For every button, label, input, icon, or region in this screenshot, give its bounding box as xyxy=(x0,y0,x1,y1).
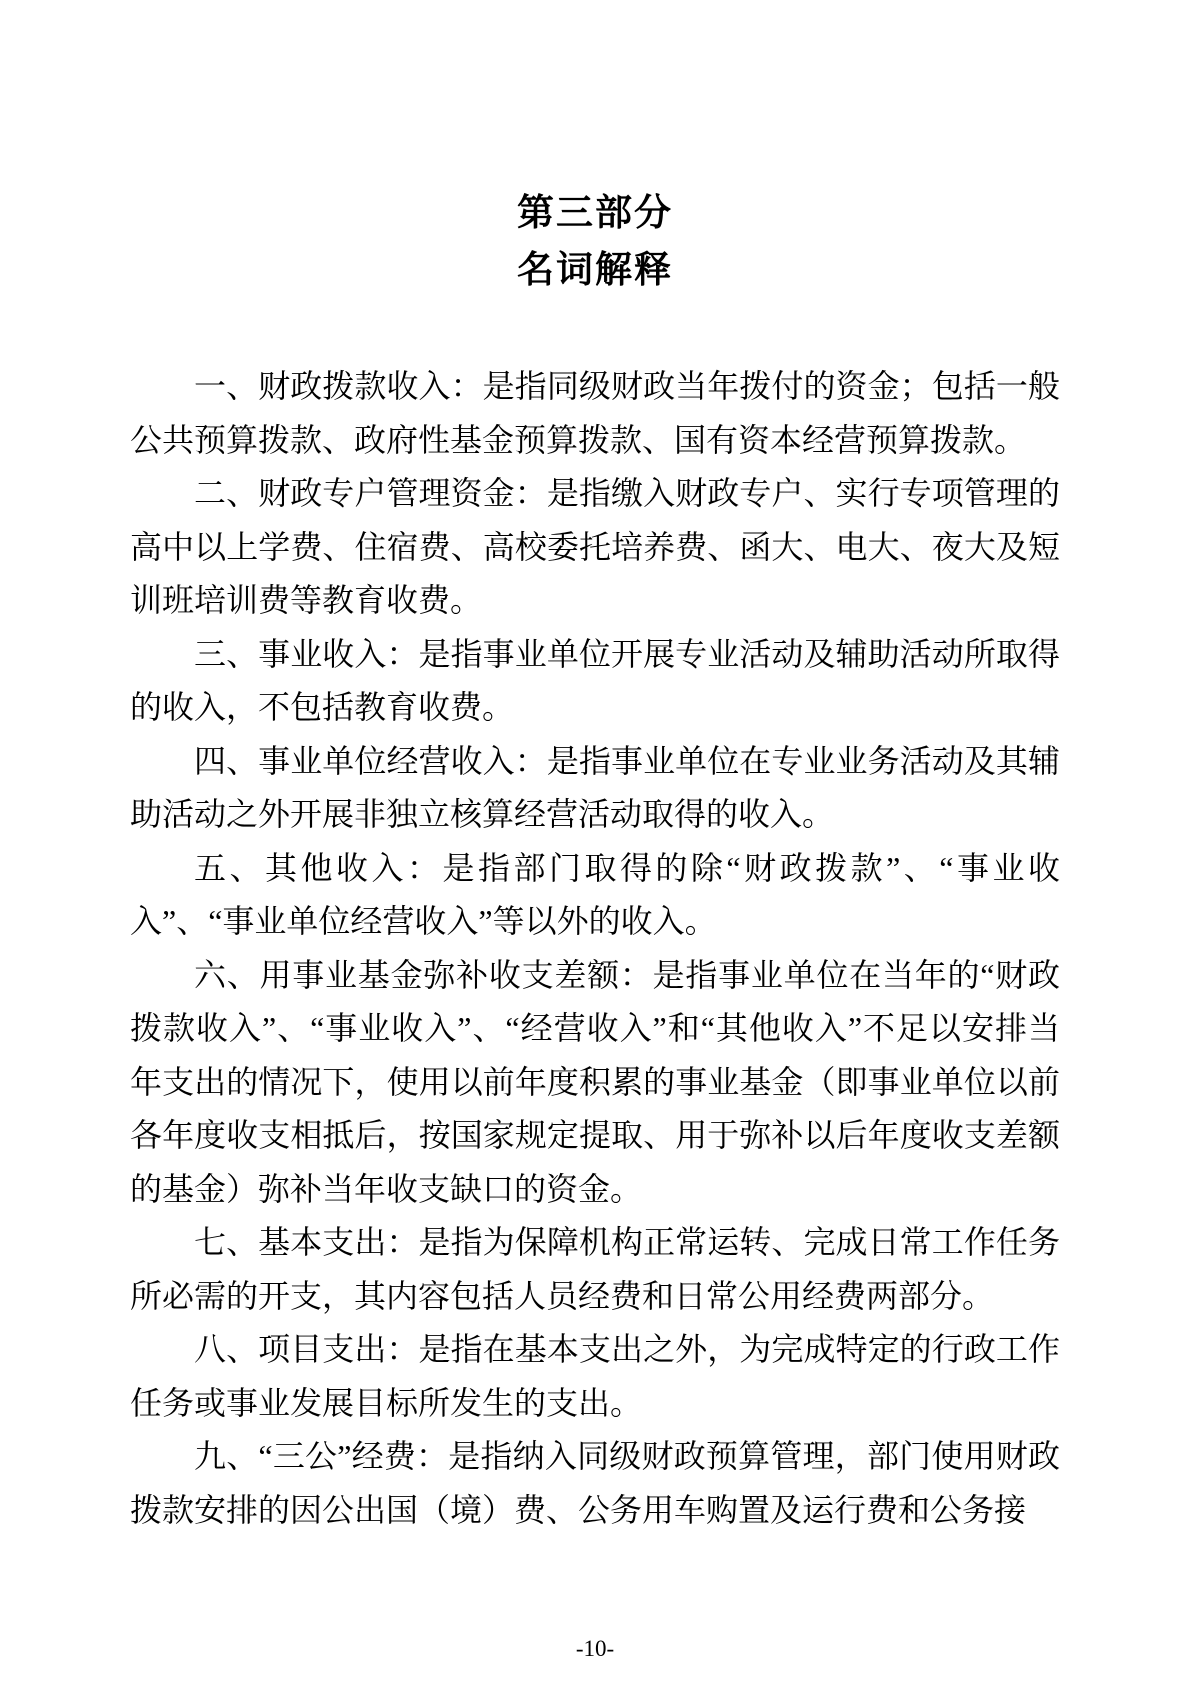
definition-paragraph-8: 八、项目支出：是指在基本支出之外，为完成特定的行政工作任务或事业发展目标所发生的支出。 xyxy=(130,1331,1060,1421)
document-header xyxy=(0,0,1190,288)
definition-paragraph-1: 一、财政拨款收入：是指同级财政当年拨付的资金；包括一般公共预算拨款、政府性基金预算拨款、国有资本经营预算拨款。 xyxy=(130,368,1060,458)
definition-paragraph-9: 九、“三公”经费：是指纳入同级财政预算管理，部门使用财政拨款安排的因公出国（境）费、公务用车购置及运行费和公务接 xyxy=(130,1438,1060,1528)
definition-paragraph-7: 七、基本支出：是指为保障机构正常运转、完成日常工作任务所必需的开支，其内容包括人员经费和日常公用经费两部分。 xyxy=(130,1224,1060,1314)
definition-paragraph-3: 三、事业收入：是指事业单位开展专业活动及辅助活动所取得的收入，不包括教育收费。 xyxy=(130,635,1060,725)
definitions-body xyxy=(130,360,1060,1537)
definition-paragraph-4: 四、事业单位经营收入：是指事业单位在专业业务活动及其辅助活动之外开展非独立核算经营活动取得的收入。 xyxy=(130,742,1060,832)
page-footer xyxy=(0,1636,1190,1662)
definition-paragraph-2: 二、财政专户管理资金：是指缴入财政专户、实行专项管理的高中以上学费、住宿费、高校委托培养费、函大、电大、夜大及短训班培训费等教育收费。 xyxy=(130,475,1060,618)
page-number: -10- xyxy=(575,1636,615,1661)
definition-paragraph-5: 五、其他收入：是指部门取得的除“财政拨款”、“事业收入”、“事业单位经营收入”等以外的收入。 xyxy=(130,849,1060,939)
section-title: 名词解释 xyxy=(517,249,673,290)
definition-paragraph-6: 六、用事业基金弥补收支差额：是指事业单位在当年的“财政拨款收入”、“事业收入”、“经营收入”和“其他收入”不足以安排当年支出的情况下，使用以前年度积累的事业基金（即事业单位以前各年度收支相抵后，按国家规定提取、用于弥补以后年度收支差额的基金）弥补当年收支缺口的资金。 xyxy=(130,956,1060,1207)
part-title: 第三部分 xyxy=(517,192,673,233)
